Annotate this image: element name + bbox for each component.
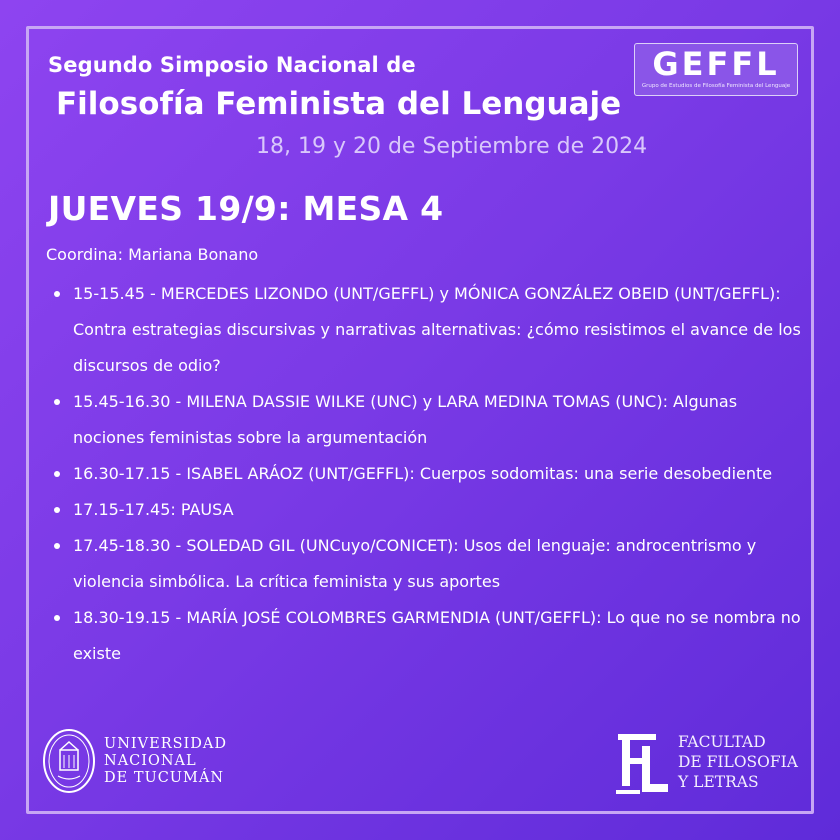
program-item: 15.45-16.30 - MILENA DASSIE WILKE (UNC) y LARA MEDINA TOMAS (UNC): Algunas nociones feministas sobre la argumentación: [48, 384, 808, 456]
program-item: 17.15-17.45: PAUSA: [48, 492, 808, 528]
symposium-subtitle: Segundo Simposio Nacional de: [48, 53, 416, 77]
geffl-logo: [634, 43, 798, 96]
ffyl-monogram-icon: [612, 728, 676, 798]
program-list: [48, 276, 808, 672]
symposium-title: Filosofía Feminista del Lenguaje: [56, 86, 622, 122]
unt-line1: UNIVERSIDAD: [104, 736, 227, 752]
ffyl-line2: DE FILOSOFIA: [678, 753, 798, 771]
ffyl-line3: Y LETRAS: [678, 773, 759, 791]
program-item: 15-15.45 - MERCEDES LIZONDO (UNT/GEFFL) y MÓNICA GONZÁLEZ OBEID (UNT/GEFFL): Contra estrategias discursivas y narrativas alternativas: ¿cómo resistimos el avance de los discursos de odio?: [48, 276, 808, 384]
program-item: 17.45-18.30 - SOLEDAD GIL (UNCuyo/CONICET): Usos del lenguaje: androcentrismo y violencia simbólica. La crítica feminista y sus aportes: [48, 528, 808, 600]
program-item: 18.30-19.15 - MARÍA JOSÉ COLOMBRES GARMENDIA (UNT/GEFFL): Lo que no se nombra no existe: [48, 600, 808, 672]
symposium-dates: 18, 19 y 20 de Septiembre de 2024: [256, 134, 648, 159]
session-coordinator: Coordina: Mariana Bonano: [46, 245, 259, 264]
ffyl-logo: [612, 728, 812, 798]
unt-logo: [42, 728, 282, 794]
program-item: 16.30-17.15 - ISABEL ARÁOZ (UNT/GEFFL): Cuerpos sodomitas: una serie desobediente: [48, 456, 808, 492]
unt-line2: NACIONAL: [104, 753, 197, 769]
geffl-logo-acronym: GEFFL: [652, 45, 780, 83]
ffyl-line1: FACULTAD: [678, 733, 766, 751]
geffl-logo-fullname: Grupo de Estudios de Filosofía Feminista del Lenguaje: [641, 83, 791, 89]
unt-seal-icon: [42, 728, 96, 794]
session-title: JUEVES 19/9: MESA 4: [48, 189, 444, 228]
unt-line3: DE TUCUMÁN: [104, 770, 225, 786]
